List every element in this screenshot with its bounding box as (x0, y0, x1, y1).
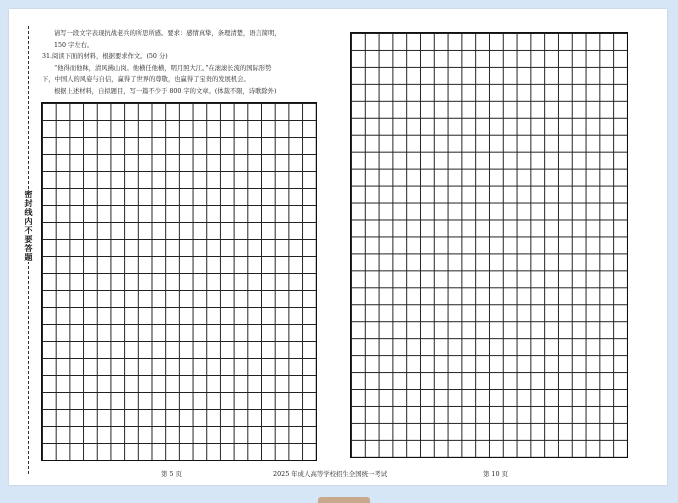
page-number-left: 第 5 页 (161, 470, 182, 478)
intro-line-2: 150 字左右。 (54, 41, 94, 49)
exam-title-footer: 2025 年成人高等学校招生全国统一考试 (273, 470, 388, 478)
answer-grid-right[interactable] (350, 32, 628, 458)
page-number-right: 第 10 页 (483, 470, 508, 478)
binding-notice: 密封线内不要答题 (24, 190, 34, 262)
intro-line-1: 请写一段文字表现抗战老兵的所思所感。要求：感情真挚，条理清楚，语言简明， (54, 30, 281, 37)
question-31-heading: 31.阅读下面的材料，根据要求作文。(50 分) (42, 53, 168, 61)
material-line-1: “他得而他秣，清风拂山岗。他横任他横，明月照大江。”在滚滚长流的国际形势 (54, 64, 272, 72)
answer-grid-left[interactable] (41, 102, 317, 461)
question-text (42, 28, 324, 98)
essay-instruction: 根据上述材料，自拟题目，写一篇不少于 800 字的文章。(体裁不限，诗歌除外) (54, 87, 277, 95)
viewer-bottom-tab[interactable] (318, 497, 370, 503)
material-line-2: 下，中国人的风姿与自信，赢得了世界的尊敬，也赢得了宝贵的发展机会。 (42, 76, 250, 84)
